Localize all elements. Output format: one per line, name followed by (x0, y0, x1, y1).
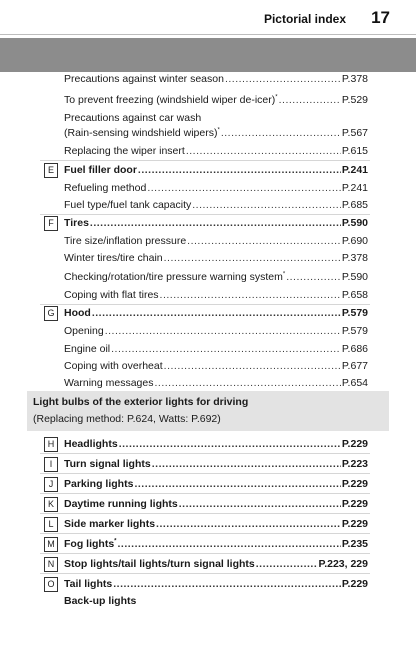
index-entry[interactable]: Turn signal lights ..... P.223 (64, 455, 368, 473)
index-entry[interactable]: Fuel filler door ..... P.241 (64, 161, 368, 179)
divider (40, 453, 370, 454)
index-entry[interactable]: Checking/rotation/tire pressure warning system* ..... P.590 (64, 268, 368, 286)
divider (40, 573, 370, 574)
footnote-marker: * (114, 538, 117, 545)
index-entry[interactable]: Hood ..... P.579 (64, 304, 368, 322)
index-badge: F (44, 216, 58, 231)
index-entry[interactable]: Parking lights ..... P.229 (64, 475, 368, 493)
index-entry[interactable]: Side marker lights ..... P.229 (64, 515, 368, 533)
divider (40, 513, 370, 514)
index-entry[interactable]: Tire size/inflation pressure ..... P.690 (64, 232, 368, 250)
index-entry[interactable]: Warning messages ..... P.654 (64, 374, 368, 392)
index-entry-label: Back-up lights (64, 595, 137, 607)
divider (40, 553, 370, 554)
index-entry[interactable]: Coping with overheat ..... P.677 (64, 357, 368, 375)
footnote-marker: * (217, 127, 220, 134)
index-entry[interactable]: Tail lights ..... P.229 (64, 575, 368, 593)
index-entry[interactable]: Winter tires/tire chain ..... P.378 (64, 249, 368, 267)
index-entry[interactable]: Replacing the wiper insert ..... P.615 (64, 142, 368, 160)
index-entry[interactable]: Tires ..... P.590 (64, 214, 368, 232)
index-badge: M (44, 537, 58, 552)
index-badge: L (44, 517, 58, 532)
index-entry-label: Precautions against car wash (64, 112, 202, 124)
index-entry[interactable]: Engine oil ..... P.686 (64, 340, 368, 358)
index-entry[interactable]: Refueling method ..... P.241 (64, 179, 368, 197)
index-badge: O (44, 577, 58, 592)
index-badge: N (44, 557, 58, 572)
index-badge: H (44, 437, 58, 452)
footnote-marker: * (282, 271, 286, 278)
index-entry[interactable]: Coping with flat tires ..... P.658 (64, 286, 368, 304)
index-entry[interactable]: Precautions against winter season ..... P.378 (64, 70, 368, 88)
index-badge: G (44, 306, 58, 321)
index-badge: K (44, 497, 58, 512)
index-entry[interactable]: Fuel type/fuel tank capacity ..... P.685 (64, 196, 368, 214)
index-badge: J (44, 477, 58, 492)
divider (40, 493, 370, 494)
index-entry[interactable]: Opening ..... P.579 (64, 322, 368, 340)
index-entry[interactable]: To prevent freezing (windshield wiper de-icer)* ..... P.529 (64, 91, 368, 109)
index-entry[interactable]: (Rain-sensing windshield wipers)* ..... P.567 (64, 124, 368, 142)
index-entry[interactable]: Headlights ..... P.229 (64, 435, 368, 453)
section-title: Light bulbs of the exterior lights for driving (33, 396, 249, 408)
index-entry[interactable]: Fog lights* ..... P.235 (64, 535, 368, 553)
index-badge: I (44, 457, 58, 472)
index-badge: E (44, 163, 58, 178)
header-title: Pictorial index (263, 12, 346, 26)
index-entry[interactable]: Daytime running lights ..... P.229 (64, 495, 368, 513)
footnote-marker: * (275, 94, 278, 101)
page-number: 17 (371, 8, 390, 27)
divider (40, 473, 370, 474)
section-subtitle: (Replacing method: P.624, Watts: P.692) (33, 413, 221, 425)
index-entry[interactable]: Stop lights/tail lights/turn signal lights ..... P.223, 229 (64, 555, 368, 573)
divider (40, 533, 370, 534)
